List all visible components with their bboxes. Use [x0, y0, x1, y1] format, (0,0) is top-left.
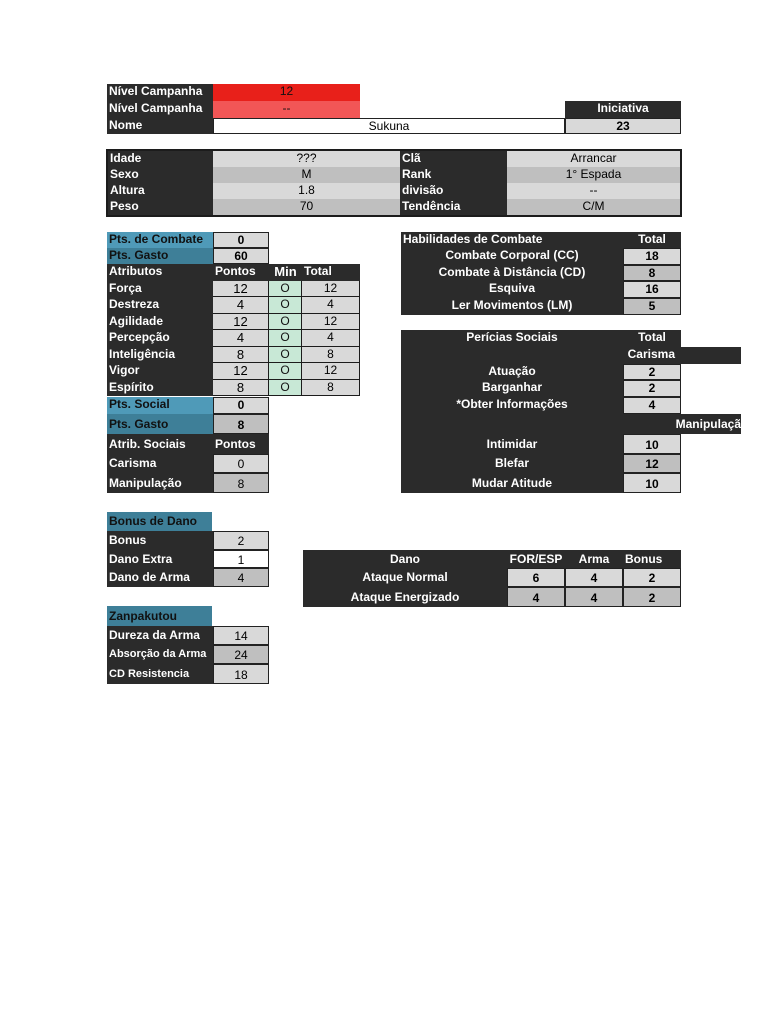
sexo-value[interactable]: M [213, 167, 400, 183]
social-skill-value[interactable]: 12 [623, 454, 681, 473]
attribute-pontos[interactable]: 8 [213, 347, 269, 363]
arma-header: Arma [565, 550, 623, 568]
pericias-total-header: Total [623, 330, 681, 347]
bonus-header: Bonus [623, 550, 681, 568]
rank-label: Rank [400, 167, 507, 183]
combat-skill-value[interactable]: 16 [623, 281, 681, 298]
nome-value[interactable]: Sukuna [213, 118, 565, 134]
damage-bonus-name: Bonus [107, 531, 213, 550]
nivel-campanha-2-value[interactable]: -- [213, 101, 360, 118]
attribute-min: O [269, 281, 302, 297]
weapon-stat-name: Dureza da Arma [107, 626, 213, 645]
pts-gasto-combate-value[interactable]: 60 [213, 248, 269, 264]
nivel-campanha-value[interactable]: 12 [213, 84, 360, 101]
social-skill-value[interactable]: 2 [623, 380, 681, 397]
manipulacao-value[interactable]: 8 [213, 473, 269, 493]
sexo-label: Sexo [108, 167, 213, 183]
dano-header: Dano [303, 550, 507, 568]
altura-value[interactable]: 1.8 [213, 183, 400, 199]
zanpakutou-title: Zanpakutou [107, 606, 212, 626]
atrib-sociais-header: Atrib. Sociais [107, 434, 213, 454]
idade-value[interactable]: ??? [213, 151, 400, 167]
bonus-dano-title: Bonus de Dano [107, 512, 212, 531]
altura-label: Altura [108, 183, 213, 199]
pts-gasto-social-label: Pts. Gasto [107, 414, 213, 434]
atrib-sociais-pontos-header: Pontos [213, 434, 269, 454]
attribute-pontos[interactable]: 12 [213, 281, 269, 297]
manipulacao-label: Manipulação [107, 473, 213, 493]
divisao-value[interactable]: -- [507, 183, 680, 199]
combat-skill-value[interactable]: 18 [623, 248, 681, 265]
pericias-sociais-header: Perícias Sociais [401, 330, 623, 347]
social-skill-value[interactable]: 10 [623, 473, 681, 493]
weapon-stat-name: Absorção da Arma [107, 645, 213, 664]
attribute-min: O [269, 314, 302, 330]
min-header: Min [269, 264, 302, 281]
attribute-name: Agilidade [107, 314, 213, 330]
social-skill-value[interactable]: 4 [623, 397, 681, 414]
idade-label: Idade [108, 151, 213, 167]
weapon-stat-name: CD Resistencia [107, 664, 213, 684]
social-skill-name: Atuação [401, 364, 623, 380]
attribute-total: 8 [302, 380, 360, 396]
habilidades-combate-header: Habilidades de Combate [401, 232, 623, 248]
pts-combate-value[interactable]: 0 [213, 232, 269, 248]
combat-skill-name: Combate à Distância (CD) [401, 265, 623, 281]
attribute-pontos[interactable]: 12 [213, 314, 269, 330]
carisma-group-header: Carisma [401, 347, 741, 364]
combat-skill-value[interactable]: 5 [623, 298, 681, 315]
attribute-total: 12 [302, 363, 360, 380]
attribute-total: 8 [302, 347, 360, 363]
attribute-name: Destreza [107, 297, 213, 314]
social-skill-name: Intimidar [401, 434, 623, 454]
cla-label: Clã [400, 151, 507, 167]
weapon-stat-value[interactable]: 14 [213, 626, 269, 645]
atributos-header: Atributos [107, 264, 213, 281]
combat-skill-value[interactable]: 8 [623, 265, 681, 281]
attribute-total: 4 [302, 297, 360, 314]
nivel-campanha-2-label: Nível Campanha [107, 101, 213, 118]
divisao-label: divisão [400, 183, 507, 199]
combat-skill-name: Ler Movimentos (LM) [401, 298, 623, 315]
attack-bonus: 2 [623, 587, 681, 607]
attribute-name: Percepção [107, 330, 213, 347]
carisma-value[interactable]: 0 [213, 454, 269, 473]
attack-for-esp: 6 [507, 568, 565, 587]
peso-label: Peso [108, 199, 213, 215]
rank-value[interactable]: 1° Espada [507, 167, 680, 183]
pts-social-label: Pts. Social [107, 397, 213, 414]
tendencia-label: Tendência [400, 199, 507, 215]
nivel-campanha-label: Nível Campanha [107, 84, 213, 101]
attribute-pontos[interactable]: 4 [213, 330, 269, 347]
attack-name: Ataque Normal [303, 568, 507, 587]
attribute-min: O [269, 297, 302, 314]
attribute-total: 12 [302, 314, 360, 330]
attack-arma: 4 [565, 568, 623, 587]
combat-skill-name: Combate Corporal (CC) [401, 248, 623, 265]
attribute-pontos[interactable]: 4 [213, 297, 269, 314]
social-skill-name: Barganhar [401, 380, 623, 397]
attribute-min: O [269, 330, 302, 347]
iniciativa-value[interactable]: 23 [565, 118, 681, 134]
attribute-name: Força [107, 281, 213, 297]
pts-gasto-combate-label: Pts. Gasto [107, 248, 213, 264]
damage-bonus-name: Dano Extra [107, 550, 213, 568]
attribute-min: O [269, 347, 302, 363]
weapon-stat-value[interactable]: 18 [213, 664, 269, 684]
attribute-name: Inteligência [107, 347, 213, 363]
damage-bonus-value[interactable]: 1 [213, 550, 269, 568]
attribute-total: 12 [302, 281, 360, 297]
social-skill-name: Mudar Atitude [401, 473, 623, 493]
damage-bonus-name: Dano de Arma [107, 568, 213, 587]
attribute-pontos[interactable]: 12 [213, 363, 269, 380]
total-header: Total [302, 264, 360, 281]
tendencia-value[interactable]: C/M [507, 199, 680, 215]
manipulacao-group-header: Manipulaçã [401, 414, 741, 434]
pts-combate-label: Pts. de Combate [107, 232, 213, 248]
attribute-name: Vigor [107, 363, 213, 380]
social-skill-name: Blefar [401, 454, 623, 473]
social-skill-value[interactable]: 2 [623, 364, 681, 380]
pontos-header: Pontos [213, 264, 269, 281]
habilidades-total-header: Total [623, 232, 681, 248]
social-skill-name: *Obter Informações [401, 397, 623, 414]
social-skill-value[interactable]: 10 [623, 434, 681, 454]
peso-value[interactable]: 70 [213, 199, 400, 215]
attack-for-esp: 4 [507, 587, 565, 607]
pts-social-value[interactable]: 0 [213, 397, 269, 414]
attribute-total: 4 [302, 330, 360, 347]
for-esp-header: FOR/ESP [507, 550, 565, 568]
attribute-min: O [269, 380, 302, 396]
attribute-min: O [269, 363, 302, 380]
pts-gasto-social-value[interactable]: 8 [213, 414, 269, 434]
weapon-stat-value[interactable]: 24 [213, 645, 269, 664]
attribute-name: Espírito [107, 380, 213, 396]
combat-skill-name: Esquiva [401, 281, 623, 298]
damage-bonus-value[interactable]: 4 [213, 568, 269, 587]
carisma-label: Carisma [107, 454, 213, 473]
attack-bonus: 2 [623, 568, 681, 587]
iniciativa-label: Iniciativa [565, 101, 681, 118]
attack-name: Ataque Energizado [303, 587, 507, 607]
nome-label: Nome [107, 118, 213, 134]
damage-bonus-value[interactable]: 2 [213, 531, 269, 550]
attack-arma: 4 [565, 587, 623, 607]
attribute-pontos[interactable]: 8 [213, 380, 269, 396]
cla-value[interactable]: Arrancar [507, 151, 680, 167]
